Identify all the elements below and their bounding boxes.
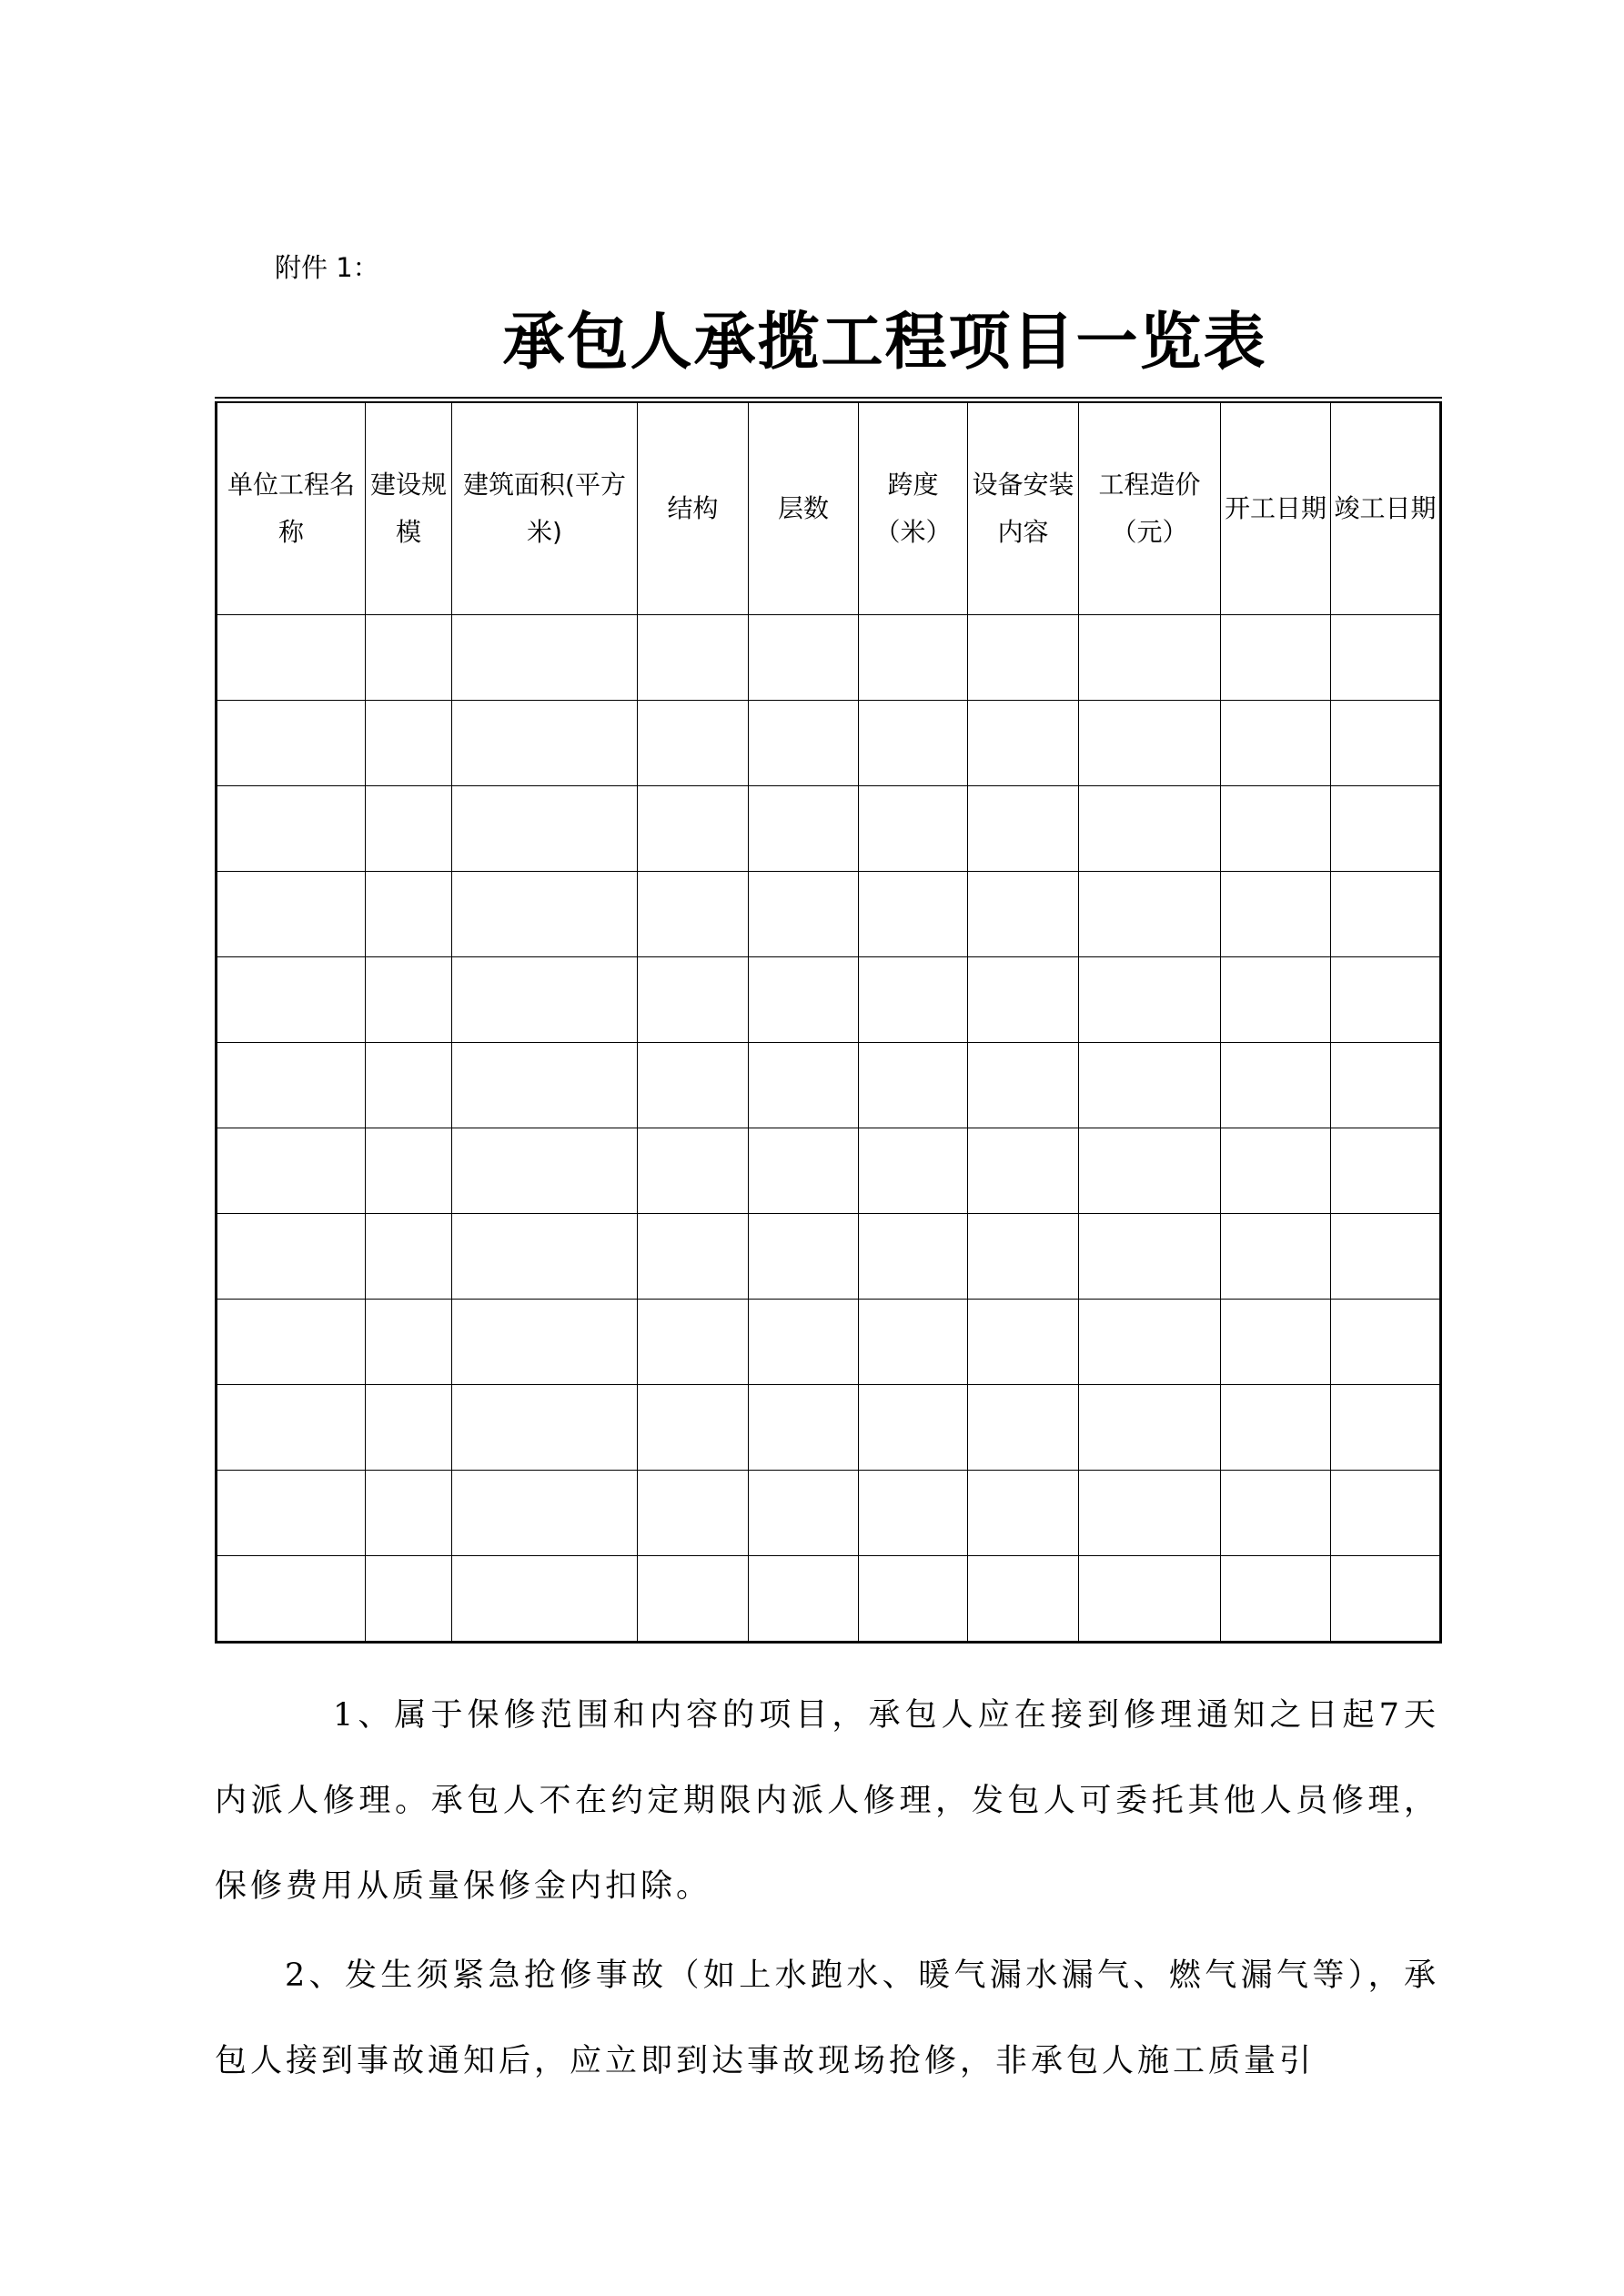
table-cell <box>638 786 749 872</box>
table-row <box>217 1471 1441 1556</box>
table-cell <box>749 786 859 872</box>
table-row <box>217 1556 1441 1643</box>
column-header: 设备安装内容 <box>968 400 1079 615</box>
table-cell <box>1331 872 1441 957</box>
project-table <box>215 397 1442 1644</box>
table-cell <box>217 957 366 1043</box>
table-cell <box>859 1128 968 1214</box>
table-cell <box>1331 1043 1441 1128</box>
table-cell <box>968 701 1079 786</box>
table-cell <box>749 1043 859 1128</box>
table-cell <box>1079 872 1221 957</box>
table-cell <box>1079 957 1221 1043</box>
table-cell <box>968 615 1079 701</box>
table-cell <box>1331 786 1441 872</box>
table-cell <box>1079 615 1221 701</box>
table-cell <box>1221 957 1331 1043</box>
table-cell <box>1079 1556 1221 1643</box>
table-cell <box>452 701 638 786</box>
table-row <box>217 615 1441 701</box>
table-cell <box>366 1128 452 1214</box>
table-row <box>217 957 1441 1043</box>
table-cell <box>638 872 749 957</box>
column-header: 跨度（米） <box>859 400 968 615</box>
table-cell <box>366 872 452 957</box>
table-cell <box>968 1043 1079 1128</box>
table-cell <box>638 615 749 701</box>
column-header: 建筑面积(平方米) <box>452 400 638 615</box>
table-cell <box>1221 786 1331 872</box>
table-cell <box>452 615 638 701</box>
table-cell <box>749 1128 859 1214</box>
table-cell <box>968 1385 1079 1471</box>
table-row <box>217 1128 1441 1214</box>
table-cell <box>638 1385 749 1471</box>
table-cell <box>1221 1471 1331 1556</box>
table-cell <box>452 957 638 1043</box>
table-row <box>217 786 1441 872</box>
table-cell <box>1331 1300 1441 1385</box>
table-cell <box>859 701 968 786</box>
table-cell <box>217 1556 366 1643</box>
table-cell <box>217 1214 366 1300</box>
table-cell <box>749 1471 859 1556</box>
table-cell <box>1221 1300 1331 1385</box>
table-cell <box>1221 1043 1331 1128</box>
table-cell <box>859 615 968 701</box>
table-cell <box>1331 1128 1441 1214</box>
table-cell <box>638 1556 749 1643</box>
table-cell <box>968 1214 1079 1300</box>
table-cell <box>366 1385 452 1471</box>
table-cell <box>749 1556 859 1643</box>
table-cell <box>217 872 366 957</box>
table-cell <box>1079 786 1221 872</box>
table-cell <box>1331 615 1441 701</box>
table-cell <box>968 1471 1079 1556</box>
table-cell <box>452 872 638 957</box>
table-cell <box>452 1300 638 1385</box>
column-header: 层数 <box>749 400 859 615</box>
table-cell <box>968 1556 1079 1643</box>
table-row <box>217 872 1441 957</box>
table-cell <box>366 957 452 1043</box>
table-cell <box>1331 1214 1441 1300</box>
table-cell <box>859 1214 968 1300</box>
table-cell <box>1221 1385 1331 1471</box>
table-cell <box>1079 1471 1221 1556</box>
table-cell <box>1331 1556 1441 1643</box>
table-cell <box>1221 1556 1331 1643</box>
table-cell <box>366 701 452 786</box>
paragraph-1: 1、属于保修范围和内容的项目，承包人应在接到修理通知之日起7天内派人修理。承包人不在约定期限内派人修理，发包人可委托其他人员修理，保修费用从质量保修金内扣除。 <box>215 1697 1439 1905</box>
table-cell <box>366 786 452 872</box>
paragraph-2: 2、发生须紧急抢修事故（如上水跑水、暖气漏水漏气、燃气漏气等），承包人接到事故通知后，应立即到达事故现场抢修，非承包人施工质量引 <box>215 1957 1439 2079</box>
table-cell <box>859 1300 968 1385</box>
column-header: 单位工程名称 <box>217 400 366 615</box>
table-cell <box>366 1043 452 1128</box>
column-header: 结构 <box>638 400 749 615</box>
table-cell <box>968 1300 1079 1385</box>
table-cell <box>749 1300 859 1385</box>
attachment-label: 附件 1： <box>275 252 379 283</box>
table-cell <box>638 1214 749 1300</box>
table-cell <box>452 1214 638 1300</box>
table-cell <box>638 1471 749 1556</box>
table-cell <box>366 615 452 701</box>
table-cell <box>638 701 749 786</box>
table-cell <box>859 957 968 1043</box>
table-cell <box>217 1128 366 1214</box>
table-row <box>217 1043 1441 1128</box>
table-cell <box>217 1385 366 1471</box>
table-cell <box>217 786 366 872</box>
table-cell <box>638 1043 749 1128</box>
table-cell <box>1221 615 1331 701</box>
table-cell <box>749 701 859 786</box>
table-cell <box>366 1300 452 1385</box>
table-cell <box>749 1385 859 1471</box>
table-cell <box>859 1043 968 1128</box>
table-cell <box>1331 957 1441 1043</box>
table-cell <box>1079 1300 1221 1385</box>
table-cell <box>452 1128 638 1214</box>
table-cell <box>217 1300 366 1385</box>
table-cell <box>749 1214 859 1300</box>
column-header: 竣工日期 <box>1331 400 1441 615</box>
table-cell <box>1221 1128 1331 1214</box>
table-cell <box>1331 1471 1441 1556</box>
table-cell <box>1221 1214 1331 1300</box>
table-cell <box>859 1385 968 1471</box>
table-cell <box>749 957 859 1043</box>
table-cell <box>968 1128 1079 1214</box>
table-cell <box>638 1128 749 1214</box>
column-header: 开工日期 <box>1221 400 1331 615</box>
table-cell <box>1221 872 1331 957</box>
table-cell <box>1079 1214 1221 1300</box>
table-row <box>217 701 1441 786</box>
page-title: 承包人承揽工程项目一览表 <box>502 307 1267 379</box>
table-cell <box>366 1471 452 1556</box>
table-cell <box>749 615 859 701</box>
table-cell <box>1331 701 1441 786</box>
table-cell <box>1331 1385 1441 1471</box>
table-cell <box>366 1556 452 1643</box>
table-cell <box>968 786 1079 872</box>
table-cell <box>1079 1385 1221 1471</box>
table-row <box>217 1214 1441 1300</box>
table-cell <box>749 872 859 957</box>
table-cell <box>217 615 366 701</box>
table-cell <box>452 1043 638 1128</box>
table-cell <box>968 872 1079 957</box>
table-cell <box>217 1043 366 1128</box>
table-cell <box>366 1214 452 1300</box>
column-header: 建设规模 <box>366 400 452 615</box>
table-cell <box>1079 1043 1221 1128</box>
table-cell <box>968 957 1079 1043</box>
table-row <box>217 1385 1441 1471</box>
table-cell <box>638 1300 749 1385</box>
table-cell <box>859 872 968 957</box>
table-cell <box>638 957 749 1043</box>
table-cell <box>859 786 968 872</box>
table-cell <box>859 1471 968 1556</box>
table-cell <box>452 1385 638 1471</box>
table-cell <box>1079 1128 1221 1214</box>
table-cell <box>452 786 638 872</box>
table-cell <box>217 1471 366 1556</box>
table-cell <box>452 1471 638 1556</box>
column-header: 工程造价（元） <box>1079 400 1221 615</box>
table-cell <box>1221 701 1331 786</box>
table-cell <box>217 701 366 786</box>
table-cell <box>859 1556 968 1643</box>
table-cell <box>1079 701 1221 786</box>
table-row <box>217 1300 1441 1385</box>
table-cell <box>452 1556 638 1643</box>
